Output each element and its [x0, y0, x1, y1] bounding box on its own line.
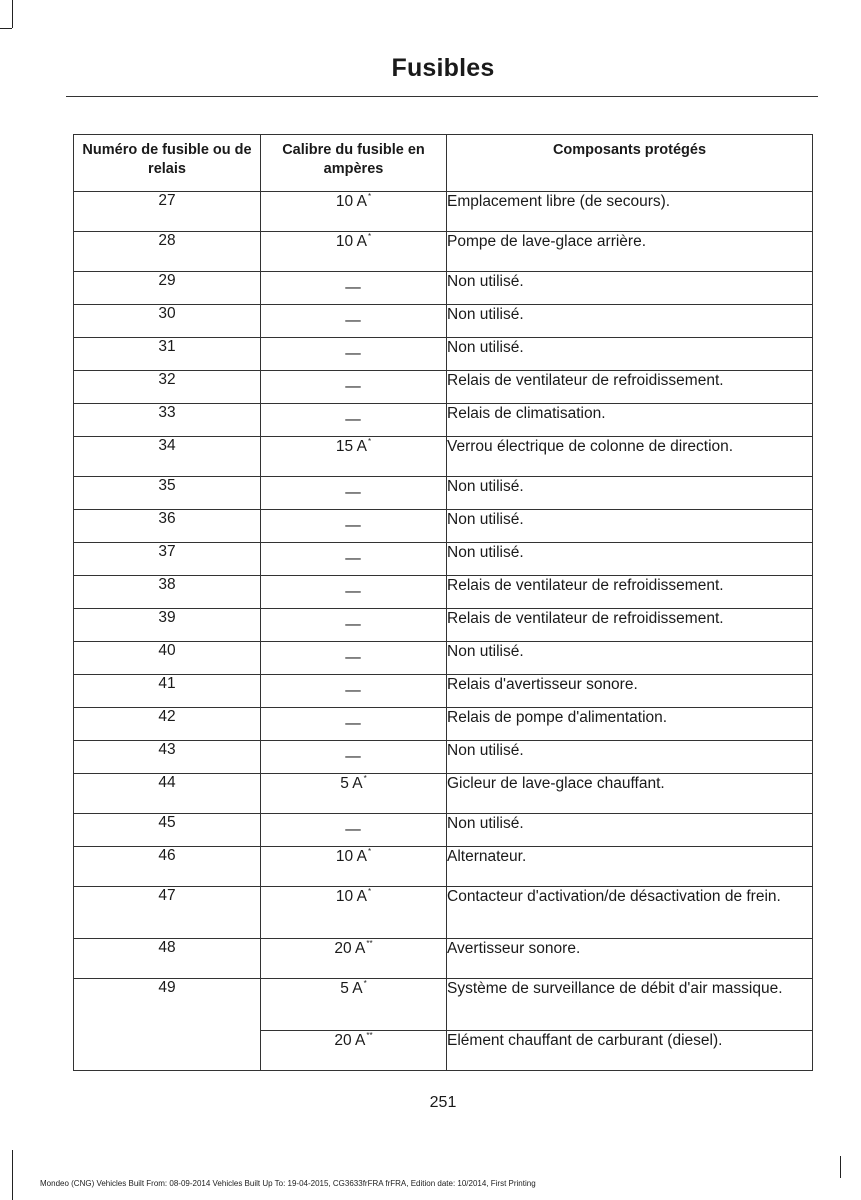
- fuse-number-cell: [74, 1031, 261, 1071]
- rating-footnote-mark: *: [367, 192, 372, 201]
- fuse-number-cell: 31: [74, 338, 261, 371]
- rating-value: —: [345, 484, 361, 501]
- fuse-number-cell: 37: [74, 543, 261, 576]
- rating-value: 10 A: [335, 233, 367, 250]
- rating-cell: [261, 477, 447, 510]
- fuse-number-cell: 33: [74, 404, 261, 437]
- rating-value: —: [345, 378, 361, 395]
- table-row: [74, 1031, 813, 1071]
- rating-value: 15 A: [335, 438, 367, 455]
- rating-cell: [261, 675, 447, 708]
- component-cell: Non utilisé.: [447, 305, 813, 338]
- rating-cell: [261, 642, 447, 675]
- fuse-number-cell: 46: [74, 847, 261, 887]
- fuse-number-cell: 38: [74, 576, 261, 609]
- component-cell: Non utilisé.: [447, 741, 813, 774]
- rating-value: —: [345, 312, 361, 329]
- table-row: [74, 338, 813, 371]
- component-cell: Relais de ventilateur de refroidissement.: [447, 609, 813, 642]
- fuse-number-cell: 30: [74, 305, 261, 338]
- table-row: [74, 543, 813, 576]
- fuse-number-cell: 29: [74, 272, 261, 305]
- fuse-number-cell: 48: [74, 939, 261, 979]
- rating-cell: [261, 510, 447, 543]
- fuse-number-cell: 39: [74, 609, 261, 642]
- fuse-number-cell: 41: [74, 675, 261, 708]
- fuse-number-cell: 43: [74, 741, 261, 774]
- table-row: [74, 371, 813, 404]
- rating-value: —: [345, 517, 361, 534]
- component-cell: Système de surveillance de débit d'air massique.: [447, 979, 813, 1031]
- rating-footnote-mark: *: [367, 232, 372, 241]
- rating-value: —: [345, 649, 361, 666]
- rating-value: 5 A: [340, 775, 363, 792]
- component-cell: Non utilisé.: [447, 477, 813, 510]
- component-cell: Pompe de lave-glace arrière.: [447, 232, 813, 272]
- fuse-number-cell: 28: [74, 232, 261, 272]
- rating-footnote-mark: *: [363, 979, 367, 988]
- crop-mark: [12, 1150, 13, 1200]
- component-cell: Gicleur de lave-glace chauffant.: [447, 774, 813, 814]
- table-row: [74, 272, 813, 305]
- table-row: [74, 404, 813, 437]
- header-rating: Calibre du fusible en ampères: [261, 135, 447, 192]
- table-row: [74, 979, 813, 1031]
- rating-cell: [261, 1031, 447, 1071]
- table-row: [74, 814, 813, 847]
- rating-footnote-mark: *: [367, 847, 372, 856]
- table-row: [74, 741, 813, 774]
- fuse-number-cell: 32: [74, 371, 261, 404]
- table-row: [74, 437, 813, 477]
- rating-value: —: [345, 279, 361, 296]
- page-number: 251: [429, 1094, 457, 1111]
- rating-cell: [261, 305, 447, 338]
- fuse-number-cell: 47: [74, 887, 261, 939]
- component-cell: Alternateur.: [447, 847, 813, 887]
- rating-cell: [261, 272, 447, 305]
- component-cell: Non utilisé.: [447, 642, 813, 675]
- rating-value: 10 A: [335, 848, 367, 865]
- rating-cell: [261, 232, 447, 272]
- component-cell: Relais de ventilateur de refroidissement.: [447, 371, 813, 404]
- crop-mark: [840, 1156, 841, 1178]
- fuse-number-cell: 35: [74, 477, 261, 510]
- rating-value: —: [345, 550, 361, 567]
- component-cell: Non utilisé.: [447, 543, 813, 576]
- table-row: [74, 939, 813, 979]
- fuse-table: [73, 134, 813, 1071]
- rating-value: 20 A: [334, 1032, 366, 1049]
- rating-value: —: [345, 821, 361, 838]
- rating-cell: [261, 979, 447, 1031]
- rating-cell: [261, 708, 447, 741]
- rating-cell: [261, 609, 447, 642]
- header-components: Composants protégés: [447, 135, 813, 192]
- rating-cell: [261, 543, 447, 576]
- table-row: [74, 774, 813, 814]
- rating-cell: [261, 404, 447, 437]
- component-cell: Relais de ventilateur de refroidissement.: [447, 576, 813, 609]
- rating-cell: [261, 939, 447, 979]
- rating-value: —: [345, 583, 361, 600]
- rating-value: 10 A: [335, 888, 367, 905]
- component-cell: Non utilisé.: [447, 814, 813, 847]
- component-cell: Non utilisé.: [447, 510, 813, 543]
- table-row: [74, 232, 813, 272]
- table-row: [74, 477, 813, 510]
- crop-mark: [0, 28, 12, 29]
- rating-cell: [261, 576, 447, 609]
- component-cell: Non utilisé.: [447, 272, 813, 305]
- rating-footnote-mark: *: [363, 774, 367, 783]
- rating-footnote-mark: **: [366, 1031, 373, 1040]
- rating-cell: [261, 741, 447, 774]
- table-row: [74, 609, 813, 642]
- rating-value: —: [345, 748, 361, 765]
- rating-value: 5 A: [340, 980, 363, 997]
- title-divider: [66, 96, 818, 97]
- rating-cell: [261, 338, 447, 371]
- table-row: [74, 708, 813, 741]
- rating-value: —: [345, 682, 361, 699]
- fuse-table-body: [74, 192, 813, 1071]
- header-fuse-number: Numéro de fusible ou de relais: [74, 135, 261, 192]
- table-row: [74, 847, 813, 887]
- rating-footnote-mark: **: [366, 939, 373, 948]
- fuse-number-cell: 49: [74, 979, 261, 1031]
- component-cell: Avertisseur sonore.: [447, 939, 813, 979]
- table-row: [74, 510, 813, 543]
- table-row: [74, 887, 813, 939]
- table-row: [74, 192, 813, 232]
- fuse-number-cell: 34: [74, 437, 261, 477]
- component-cell: Emplacement libre (de secours).: [447, 192, 813, 232]
- rating-cell: [261, 887, 447, 939]
- fuse-number-cell: 42: [74, 708, 261, 741]
- fuse-number-cell: 40: [74, 642, 261, 675]
- crop-mark: [12, 0, 13, 28]
- rating-value: —: [345, 345, 361, 362]
- rating-cell: [261, 814, 447, 847]
- table-row: [74, 642, 813, 675]
- table-row: [74, 576, 813, 609]
- fuse-number-cell: 44: [74, 774, 261, 814]
- rating-footnote-mark: *: [367, 887, 372, 896]
- component-cell: Relais de pompe d'alimentation.: [447, 708, 813, 741]
- fuse-number-cell: 45: [74, 814, 261, 847]
- rating-value: —: [345, 411, 361, 428]
- rating-value: —: [345, 715, 361, 732]
- rating-value: 20 A: [334, 940, 366, 957]
- fuse-number-cell: 27: [74, 192, 261, 232]
- table-header-row: [74, 135, 813, 192]
- component-cell: Verrou électrique de colonne de direction.: [447, 437, 813, 477]
- component-cell: Relais de climatisation.: [447, 404, 813, 437]
- page-title: Fusibles: [391, 54, 495, 82]
- rating-cell: [261, 437, 447, 477]
- rating-cell: [261, 847, 447, 887]
- table-row: [74, 305, 813, 338]
- table-row: [74, 675, 813, 708]
- component-cell: Contacteur d'activation/de désactivation de frein.: [447, 887, 813, 939]
- component-cell: Elément chauffant de carburant (diesel).: [447, 1031, 813, 1071]
- rating-cell: [261, 371, 447, 404]
- rating-cell: [261, 774, 447, 814]
- rating-value: —: [345, 616, 361, 633]
- component-cell: Relais d'avertisseur sonore.: [447, 675, 813, 708]
- rating-value: 10 A: [335, 193, 367, 210]
- footer-text: Mondeo (CNG) Vehicles Built From: 08-09-2014 Vehicles Built Up To: 19-04-2015, CG3633frFRA frFRA, Edition date: 10/2014, First Printing: [40, 1179, 536, 1188]
- rating-cell: [261, 192, 447, 232]
- fuse-number-cell: 36: [74, 510, 261, 543]
- rating-footnote-mark: *: [367, 437, 372, 446]
- component-cell: Non utilisé.: [447, 338, 813, 371]
